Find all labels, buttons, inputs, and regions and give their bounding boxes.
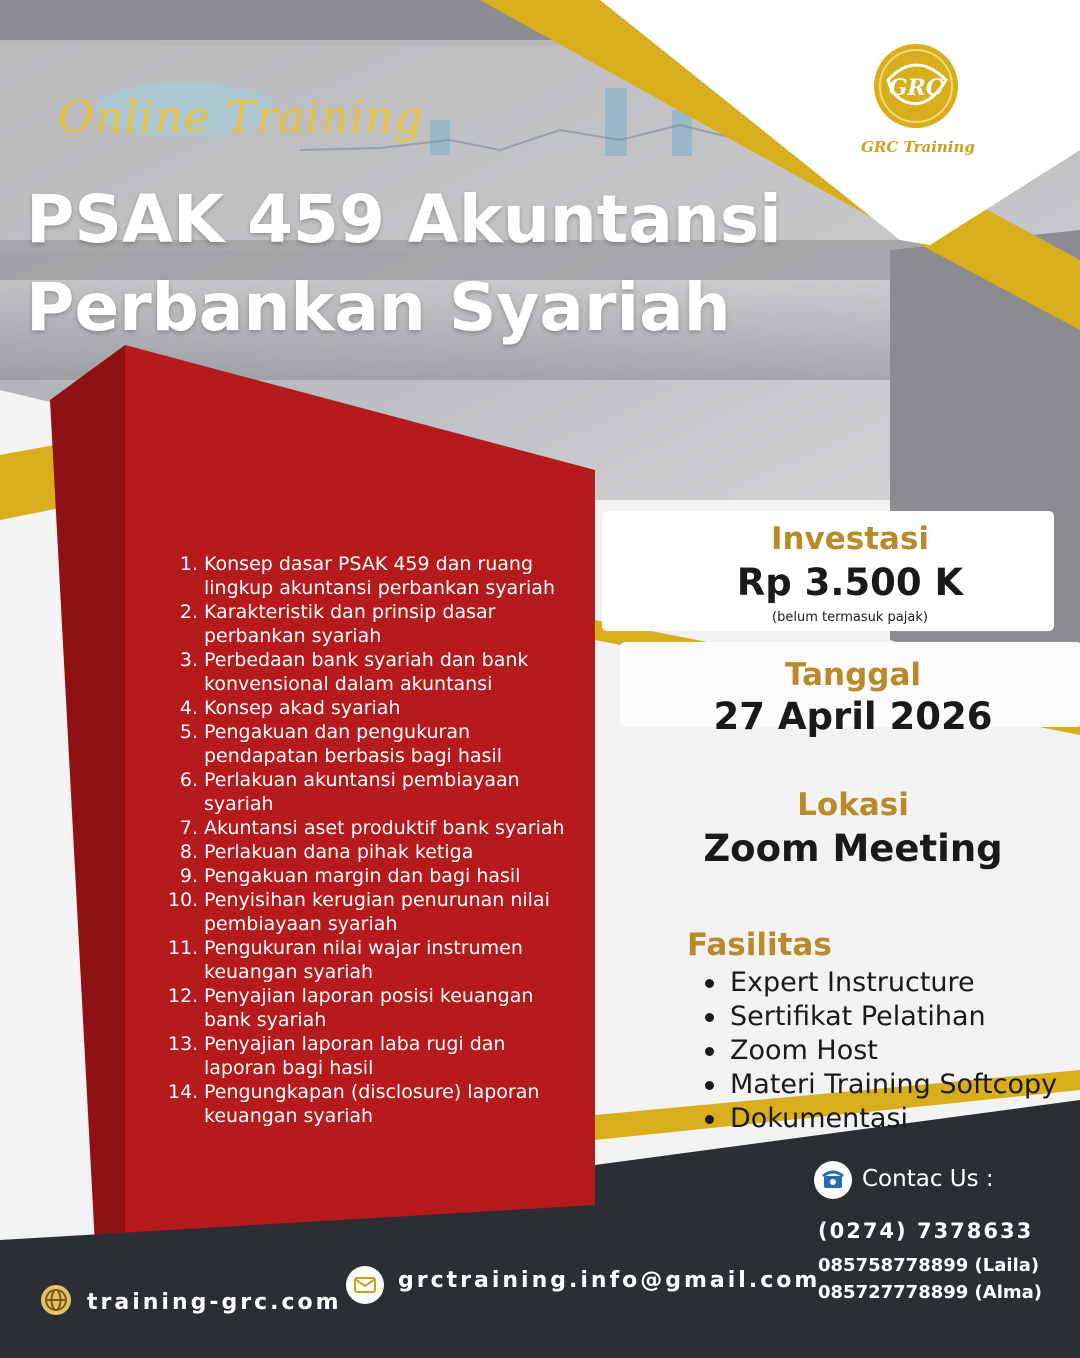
topic-text: Karakteristik dan prinsip dasar perbankan syariah xyxy=(204,601,496,647)
topic-text: Perlakuan dana pihak ketiga xyxy=(204,841,474,863)
tanggal-value: 27 April 2026 xyxy=(713,695,993,738)
topic-item xyxy=(168,552,568,600)
phone-icon xyxy=(814,1161,852,1199)
lokasi-label: Lokasi xyxy=(797,787,909,823)
topic-item xyxy=(168,1080,568,1128)
tanggal-label: Tanggal xyxy=(784,657,922,693)
page-title-line1: PSAK 459 Akuntansi xyxy=(26,181,782,258)
topic-number: 14. xyxy=(168,1081,199,1103)
topic-text: Penyajian laporan posisi keuangan bank syariah xyxy=(204,985,534,1031)
contact-mobile-laila[interactable]: 085758778899 (Laila) xyxy=(818,1255,1040,1276)
lokasi-block xyxy=(605,787,1080,870)
topic-text: Pengakuan dan pengukuran pendapatan berbasis bagi hasil xyxy=(204,721,502,767)
topic-number: 8. xyxy=(179,841,198,863)
topic-text: Pengungkapan (disclosure) laporan keuangan syariah xyxy=(204,1081,540,1127)
topic-item xyxy=(168,936,568,984)
contact-email[interactable]: grctraining.info@gmail.com xyxy=(398,1268,821,1293)
topic-number: 1. xyxy=(179,553,198,575)
fasilitas-list xyxy=(705,966,1057,1136)
contact-phone[interactable]: (0274) 7378633 xyxy=(818,1219,1034,1243)
fasilitas-text: Zoom Host xyxy=(730,1035,878,1066)
investasi-label: Investasi xyxy=(770,521,930,557)
grc-logo xyxy=(858,40,998,170)
topic-number: 3. xyxy=(179,649,198,671)
topic-number: 6. xyxy=(179,769,198,791)
topic-item xyxy=(168,720,568,768)
fasilitas-item xyxy=(705,1000,1057,1034)
topic-item xyxy=(168,864,568,888)
topic-text: Akuntansi aset produktif bank syariah xyxy=(204,817,565,839)
topic-text: Konsep akad syariah xyxy=(204,697,401,719)
topic-list xyxy=(168,552,568,1128)
fasilitas-text: Expert Instructure xyxy=(730,967,975,998)
bullet-icon xyxy=(705,1081,714,1090)
topic-text: Pengakuan margin dan bagi hasil xyxy=(204,865,521,887)
tanggal-block xyxy=(605,657,1080,738)
topic-number: 9. xyxy=(179,865,198,887)
fasilitas-item xyxy=(705,1102,1057,1136)
bullet-icon xyxy=(705,1013,714,1022)
investasi-value: Rp 3.500 K xyxy=(736,561,964,604)
topic-number: 10. xyxy=(168,889,199,911)
envelope-icon xyxy=(346,1266,384,1304)
topic-number: 2. xyxy=(179,601,198,623)
fasilitas-text: Materi Training Softcopy xyxy=(730,1069,1058,1100)
bullet-icon xyxy=(705,1115,714,1124)
topic-number: 5. xyxy=(179,721,198,743)
contact-website[interactable]: training-grc.com xyxy=(87,1290,342,1315)
topic-text: Pengukuran nilai wajar instrumen keuangan syariah xyxy=(204,937,523,983)
fasilitas-item xyxy=(705,1034,1057,1068)
contact-mobile-alma[interactable]: 085727778899 (Alma) xyxy=(818,1282,1043,1303)
fasilitas-text: Sertifikat Pelatihan xyxy=(730,1001,986,1032)
topic-text: Perbedaan bank syariah dan bank konvensional dalam akuntansi xyxy=(204,649,529,695)
topic-number: 12. xyxy=(168,985,199,1007)
page-title-line2: Perbankan Syariah xyxy=(26,269,731,346)
investasi-block xyxy=(602,521,1080,625)
globe-icon xyxy=(40,1284,72,1316)
topic-text: Penyajian laporan laba rugi dan laporan bagi hasil xyxy=(204,1033,506,1079)
topic-item xyxy=(168,888,568,936)
bullet-icon xyxy=(705,979,714,988)
fasilitas-text: Dokumentasi xyxy=(730,1103,908,1134)
topic-item xyxy=(168,984,568,1032)
investasi-note: (belum termasuk pajak) xyxy=(772,610,928,625)
fasilitas-label: Fasilitas xyxy=(687,927,832,963)
topic-item xyxy=(168,840,568,864)
topic-item xyxy=(168,600,568,648)
contact-label: Contac Us : xyxy=(862,1166,994,1192)
logo-mark: GRC xyxy=(888,75,944,101)
logo-brand: GRC Training xyxy=(861,138,975,156)
topic-text: Penyisihan kerugian penurunan nilai pembiayaan syariah xyxy=(204,889,550,935)
topic-item xyxy=(168,768,568,816)
topic-item xyxy=(168,1032,568,1080)
fasilitas-item xyxy=(705,1068,1057,1102)
bullet-icon xyxy=(705,1047,714,1056)
logo-emblem-icon xyxy=(858,40,998,130)
topic-item xyxy=(168,648,568,696)
topic-item xyxy=(168,696,568,720)
topic-text: Konsep dasar PSAK 459 dan ruang lingkup akuntansi perbankan syariah xyxy=(204,553,555,599)
topic-text: Perlakuan akuntansi pembiayaan syariah xyxy=(204,769,520,815)
topic-number: 13. xyxy=(168,1033,199,1055)
lokasi-value: Zoom Meeting xyxy=(703,827,1003,870)
topic-number: 11. xyxy=(168,937,199,959)
topic-number: 4. xyxy=(179,697,198,719)
topic-item xyxy=(168,816,568,840)
fasilitas-item xyxy=(705,966,1057,1000)
topic-number: 7. xyxy=(179,817,198,839)
script-title: Online Training xyxy=(58,92,424,143)
